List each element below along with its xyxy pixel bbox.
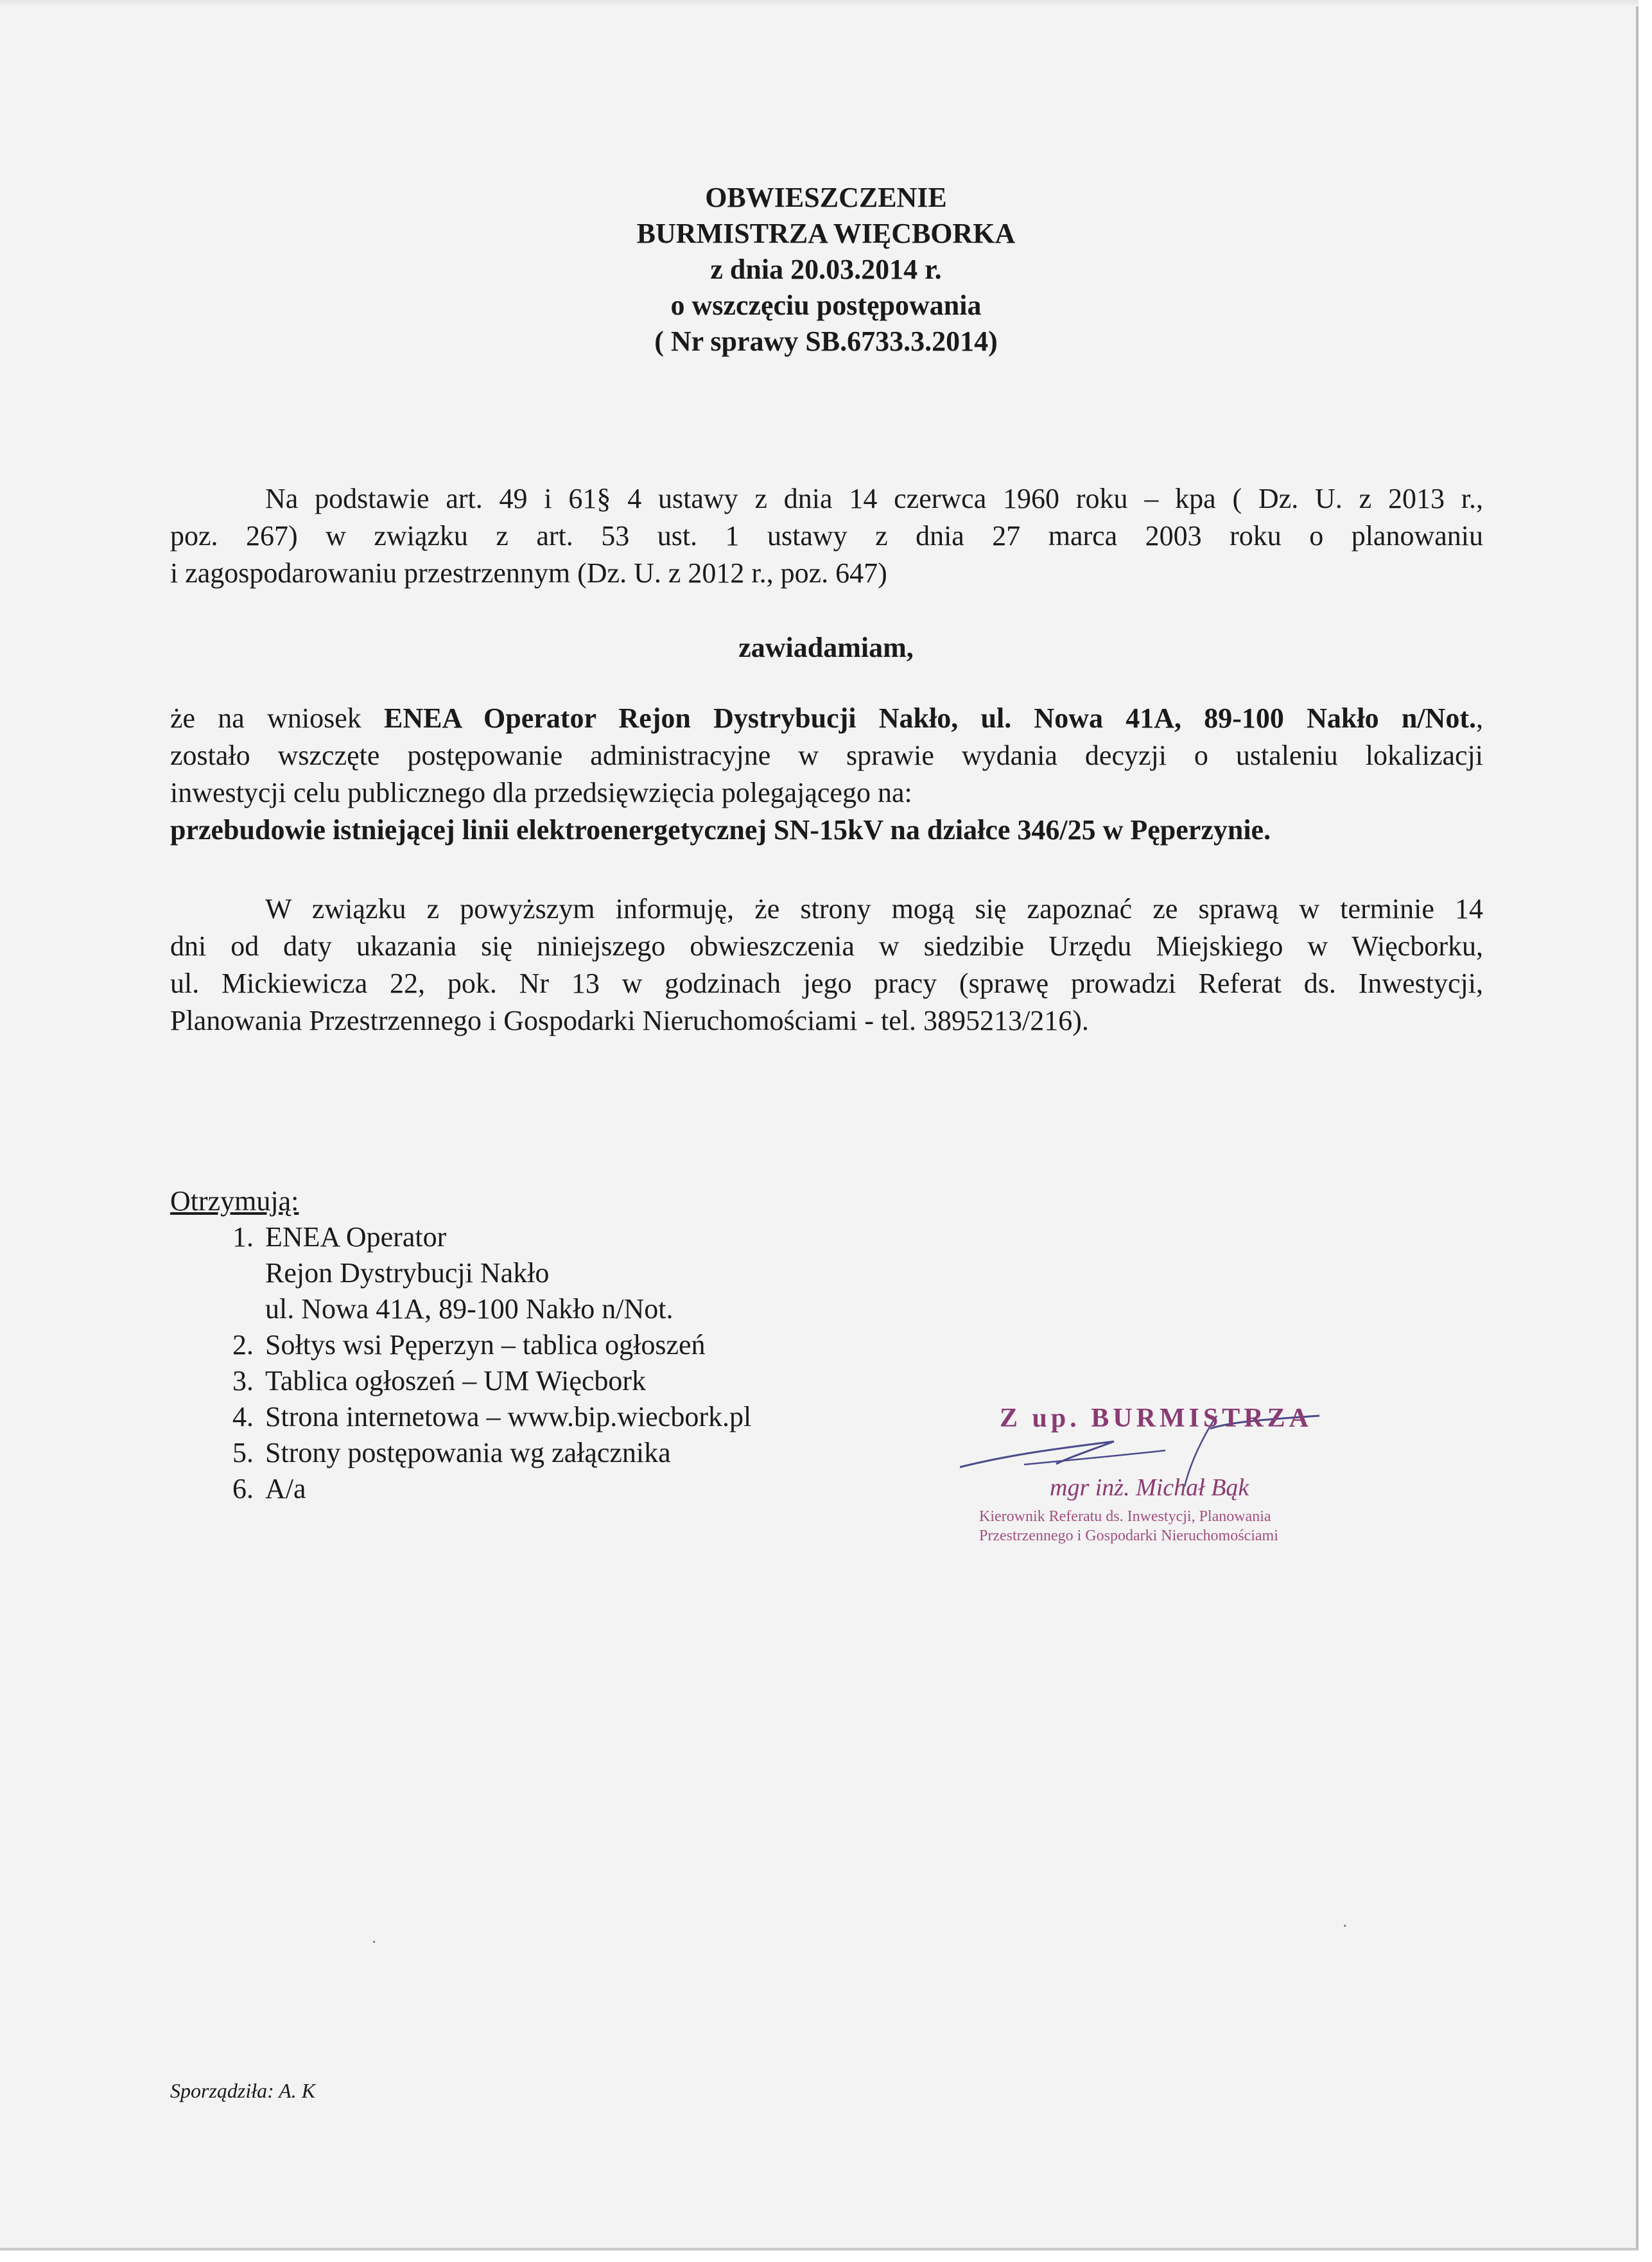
- list-item: 6. A/a: [232, 1473, 306, 1504]
- paragraph-line: Na podstawie art. 49 i 61§ 4 ustawy z dnia 14 czerwca 1960 roku – kpa ( Dz. U. z 2013 r.,: [265, 483, 1483, 514]
- heading-subject: o wszczęciu postępowania: [670, 290, 982, 321]
- list-item: 3. Tablica ogłoszeń – UM Więcbork: [232, 1365, 647, 1396]
- list-item: 1. ENEA Operator Rejon Dystrybucji Nakło ul. Nowa 41A, 89-100 Nakło n/Not.: [232, 1221, 674, 1325]
- recipients-list: [170, 1219, 751, 1507]
- heading-case-number: ( Nr sprawy SB.6733.3.2014): [654, 326, 998, 357]
- paragraph-line: inwestycji celu publicznego dla przedsięwzięcia polegającego na:: [170, 777, 912, 808]
- announce-word: zawiadamiam,: [738, 632, 914, 663]
- heading-date: z dnia 20.03.2014 r.: [710, 254, 942, 285]
- stamp-role-line: Kierownik Referatu ds. Inwestycji, Planowania: [979, 1508, 1271, 1525]
- list-item: 4. Strona internetowa – www.bip.wiecbork.pl: [232, 1401, 752, 1432]
- list-item: 2. Sołtys wsi Pęperzyn – tablica ogłoszeń: [232, 1329, 706, 1361]
- heading-authority: BURMISTRZA WIĘCBORKA: [636, 218, 1016, 249]
- notice-paragraph: [170, 700, 1483, 849]
- list-item: 5. Strony postępowania wg załącznika: [232, 1437, 671, 1468]
- paragraph-line: dni od daty ukazania się niniejszego obwieszczenia w siedzibie Urzędu Miejskiego w Więcborku,: [170, 930, 1483, 962]
- paragraph-line: i zagospodarowaniu przestrzennym (Dz. U. z 2012 r., poz. 647): [170, 557, 887, 589]
- stamp-authorization: Z up. BURMISTRZA: [1000, 1404, 1312, 1433]
- scan-speck: ·: [1342, 1917, 1348, 1936]
- stamp-role-line: Przestrzennego i Gospodarki Nieruchomościami: [979, 1527, 1278, 1544]
- information-paragraph: [170, 891, 1483, 1040]
- document-heading: [0, 180, 1652, 360]
- paragraph-line: Planowania Przestrzennego i Gospodarki Nieruchomościami - tel. 3895213/216).: [170, 1005, 1089, 1036]
- legal-basis-paragraph: [170, 480, 1483, 592]
- recipients-section: [170, 1183, 751, 1507]
- applicant-name: ENEA Operator Rejon Dystrybucji Nakło, ul. Nowa 41A, 89-100 Nakło n/Not.: [383, 702, 1476, 734]
- page-edge-shadow: [0, 0, 1639, 6]
- heading-title: OBWIESZCZENIE: [705, 182, 947, 213]
- project-description: przebudowie istniejącej linii elektroenergetycznej SN-15kV na działce 346/25 w Pęperzynie.: [170, 814, 1271, 846]
- prepared-by: Sporządziła: A. K: [170, 2079, 316, 2102]
- stamp-signatory-name: mgr inż. Michał Bąk: [1050, 1474, 1249, 1501]
- paragraph-line: zostało wszczęte postępowanie administracyjne w sprawie wydania decyzji o ustaleniu lokalizacji: [170, 740, 1483, 771]
- paragraph-line: W związku z powyższym informuję, że strony mogą się zapoznać ze sprawą w terminie 14: [265, 893, 1483, 925]
- paragraph-line: poz. 267) w związku z art. 53 ust. 1 ustawy z dnia 27 marca 2003 roku o planowaniu: [170, 520, 1483, 552]
- recipients-title: Otrzymują:: [170, 1185, 299, 1217]
- paragraph-line: że na wniosek ENEA Operator Rejon Dystrybucji Nakło, ul. Nowa 41A, 89-100 Nakło n/Not.,: [170, 702, 1483, 734]
- signature-stamp: [960, 1403, 1358, 1551]
- scan-speck: ·: [371, 1933, 378, 1953]
- paragraph-line: ul. Mickiewicza 22, pok. Nr 13 w godzinach jego pracy (sprawę prowadzi Referat ds. Inwestycji,: [170, 968, 1483, 999]
